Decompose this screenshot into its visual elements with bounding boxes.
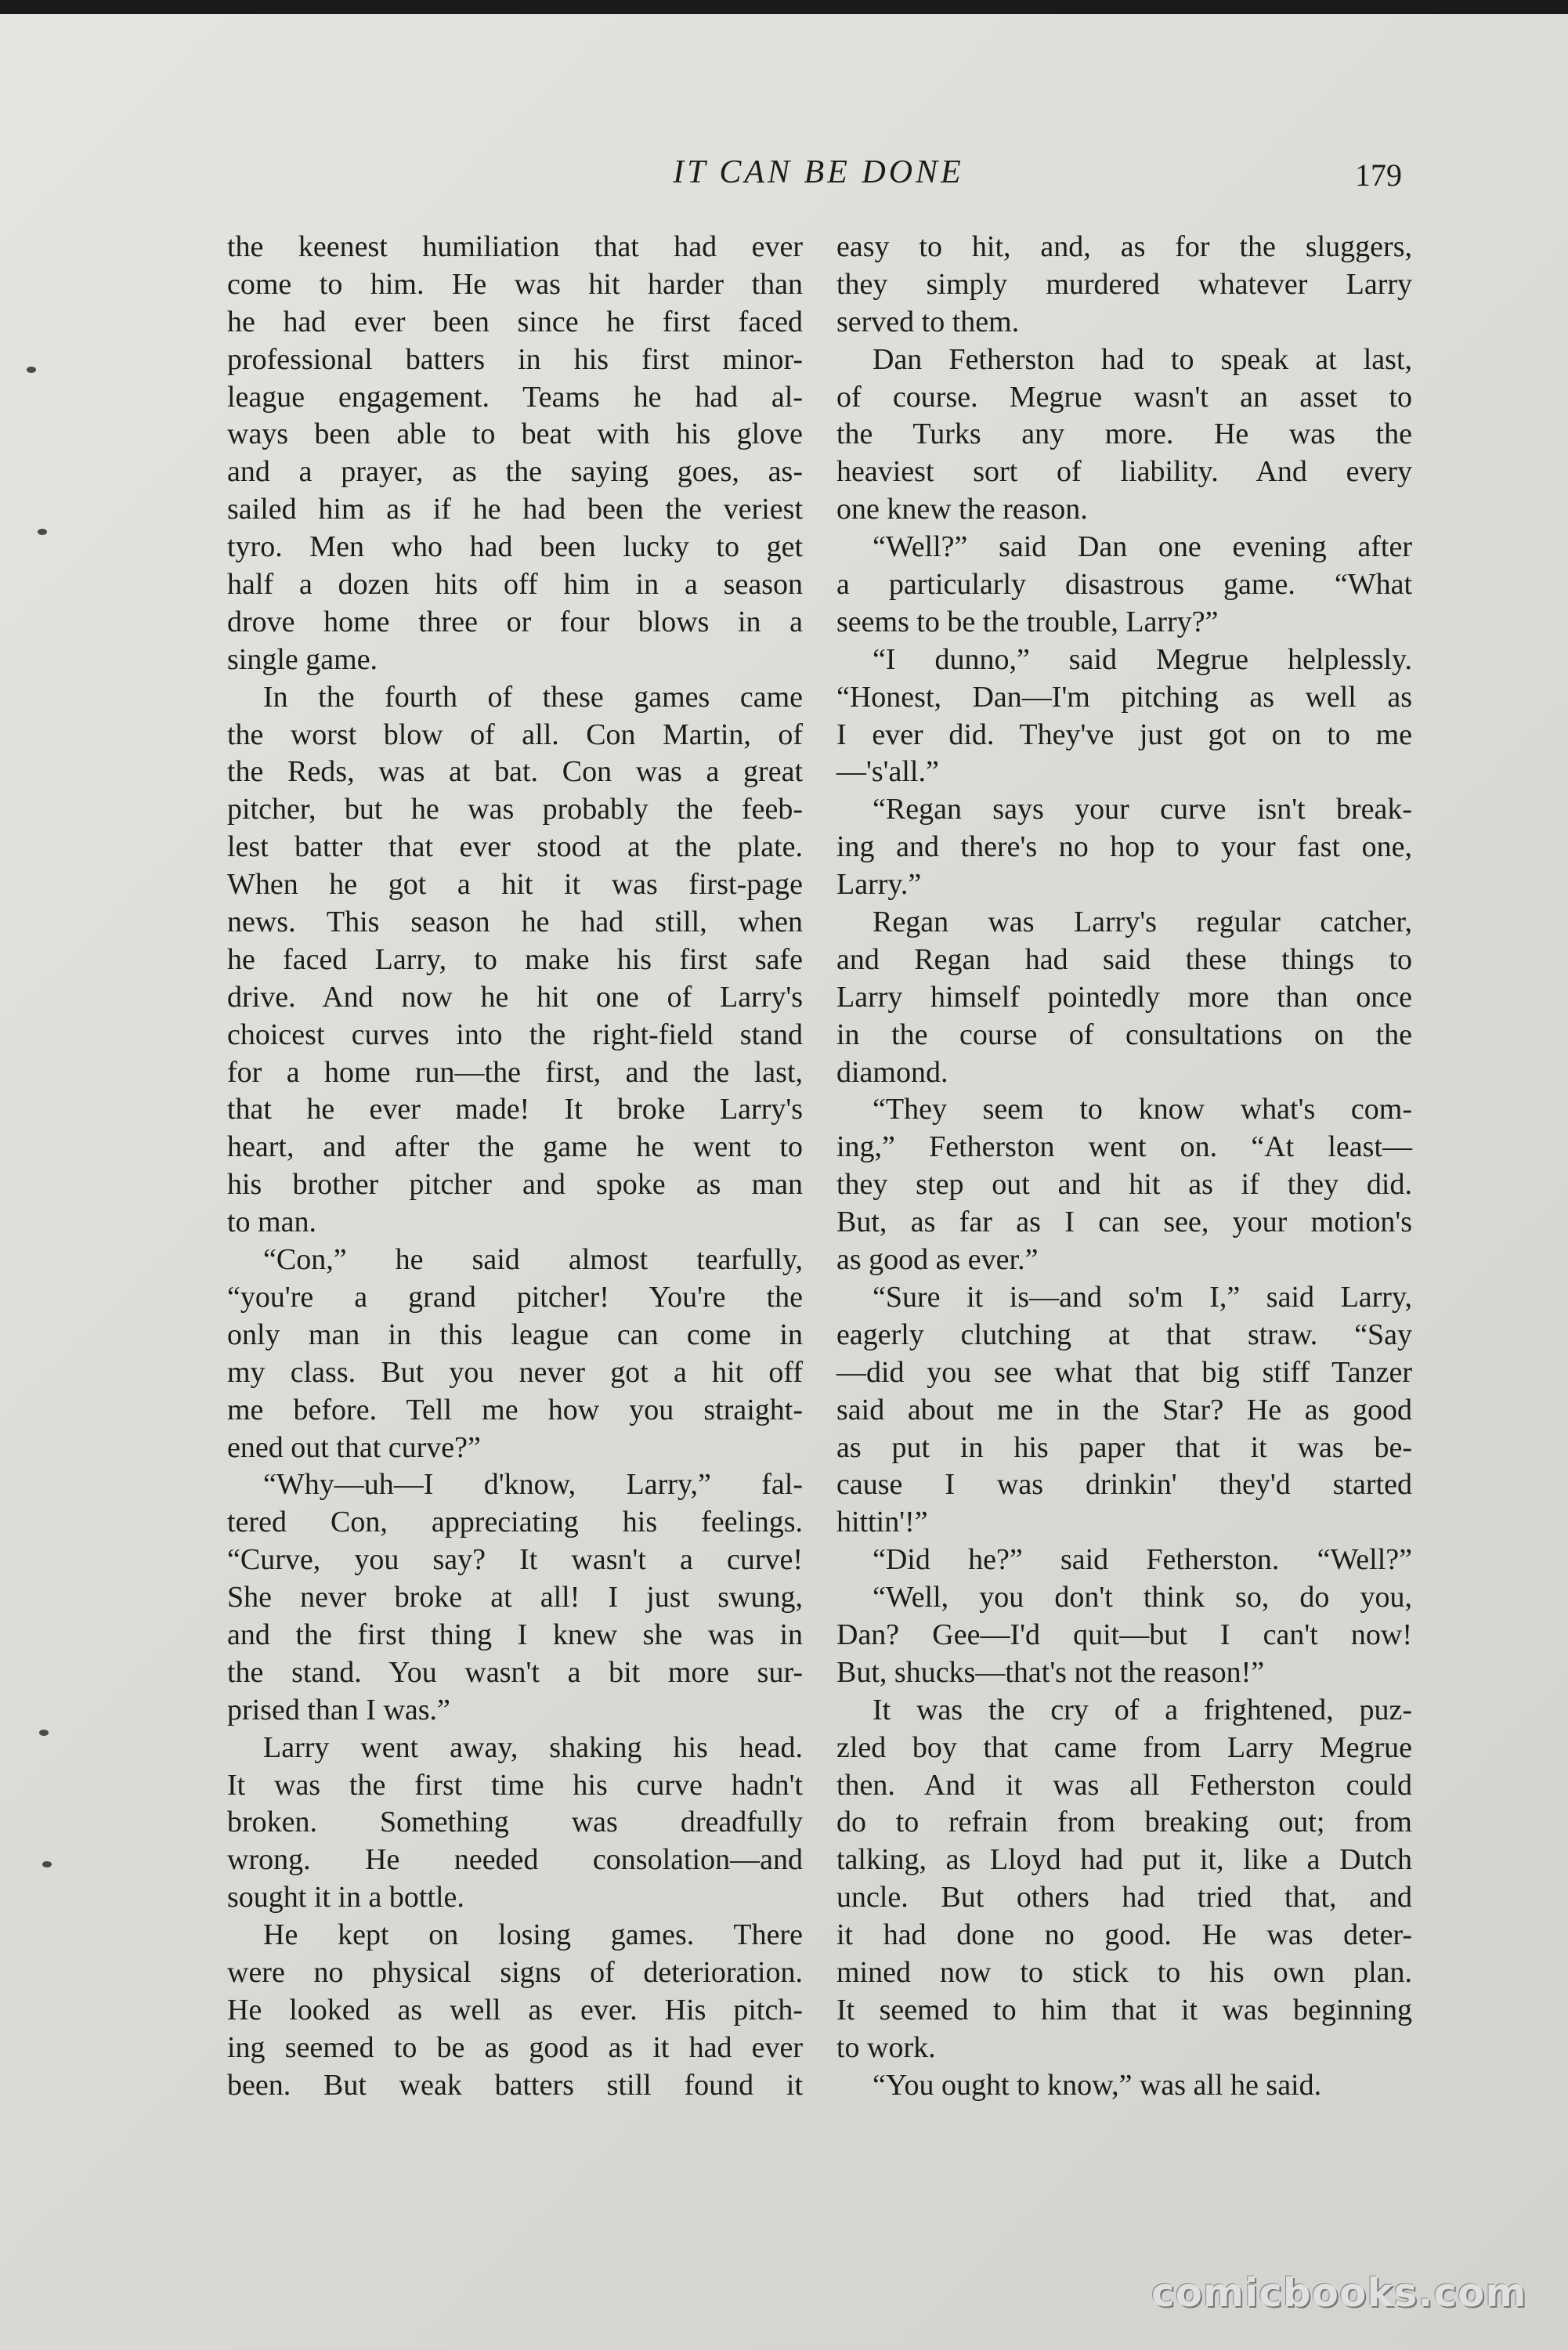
text-line: tered Con, appreciating his feelings. bbox=[227, 1506, 803, 1539]
text-line: ened out that curve?” bbox=[227, 1430, 481, 1464]
text-line: do to refrain from breaking out; from bbox=[836, 1806, 1412, 1839]
text-line: heart, and after the game he went to bbox=[227, 1130, 803, 1164]
text-line: She never broke at all! I just swung, bbox=[227, 1581, 803, 1614]
text-line: “Sure it is—and so'm I,” said Larry, bbox=[873, 1280, 1412, 1314]
text-line: It was the cry of a frightened, puz- bbox=[873, 1693, 1412, 1726]
text-line: —'s'all.” bbox=[836, 755, 939, 789]
text-line: as good as ever.” bbox=[836, 1243, 1039, 1277]
text-line: Larry.” bbox=[836, 868, 922, 902]
binding-hole-mark bbox=[38, 529, 47, 535]
text-line: “Con,” he said almost tearfully, bbox=[263, 1243, 803, 1277]
text-line: said about me in the Star? He as good bbox=[836, 1393, 1412, 1426]
text-line: talking, as Lloyd had put it, like a Dutch bbox=[836, 1843, 1412, 1877]
text-line: and Regan had said these things to bbox=[836, 942, 1412, 976]
text-line: they step out and hit as if they did. bbox=[836, 1168, 1412, 1202]
text-line: “Curve, you say? It wasn't a curve! bbox=[227, 1543, 803, 1577]
text-line: It seemed to him that it was beginning bbox=[836, 1993, 1412, 2026]
text-line: served to them. bbox=[836, 305, 1020, 338]
text-line: one knew the reason. bbox=[836, 493, 1088, 526]
text-line: —did you see what that big stiff Tanzer bbox=[836, 1355, 1412, 1389]
text-line: and a prayer, as the saying goes, as- bbox=[227, 455, 803, 489]
text-line: the Turks any more. He was the bbox=[836, 418, 1412, 451]
text-line: in the course of consultations on the bbox=[836, 1018, 1412, 1051]
text-line: “Honest, Dan—I'm pitching as well as bbox=[836, 680, 1412, 714]
text-line: to man. bbox=[227, 1206, 316, 1239]
text-line: Regan was Larry's regular catcher, bbox=[873, 906, 1412, 939]
text-line: “Why—uh—I d'know, Larry,” fal- bbox=[263, 1468, 803, 1502]
text-line: easy to hit, and, as for the sluggers, bbox=[836, 230, 1412, 263]
text-line: he faced Larry, to make his first safe bbox=[227, 942, 803, 976]
page-number: 179 bbox=[1355, 157, 1402, 193]
text-line: mined now to stick to his own plan. bbox=[836, 1955, 1412, 1989]
text-line: cause I was drinkin' they'd started bbox=[836, 1468, 1412, 1502]
text-line: But, shucks—that's not the reason!” bbox=[836, 1655, 1265, 1689]
text-line: tyro. Men who had been lucky to get bbox=[227, 530, 803, 564]
text-line: “you're a grand pitcher! You're the bbox=[227, 1280, 803, 1314]
text-line: choicest curves into the right-field stand bbox=[227, 1018, 803, 1051]
left-text-column bbox=[227, 229, 803, 2105]
text-line: sought it in a bottle. bbox=[227, 1881, 464, 1914]
text-line: heaviest sort of liability. And every bbox=[836, 455, 1412, 489]
text-line: eagerly clutching at that straw. “Say bbox=[836, 1318, 1412, 1351]
text-line: drove home three or four blows in a bbox=[227, 605, 803, 638]
text-line: the keenest humiliation that had ever bbox=[227, 230, 803, 263]
text-line: “They seem to know what's com- bbox=[873, 1093, 1412, 1126]
text-line: the Reds, was at bat. Con was a great bbox=[227, 755, 803, 789]
text-line: and the first thing I knew she was in bbox=[227, 1618, 803, 1651]
text-line: ing and there's no hop to your fast one, bbox=[836, 830, 1412, 864]
text-line: He looked as well as ever. His pitch- bbox=[227, 1993, 803, 2026]
binding-hole-mark bbox=[42, 1861, 52, 1867]
text-line: Larry went away, shaking his head. bbox=[263, 1730, 803, 1764]
text-line: pitcher, but he was probably the feeb- bbox=[227, 793, 803, 826]
text-line: me before. Tell me how you straight- bbox=[227, 1393, 803, 1426]
text-line: prised than I was.” bbox=[227, 1693, 450, 1726]
right-text-column bbox=[836, 229, 1412, 2105]
text-line: Dan Fetherston had to speak at last, bbox=[873, 342, 1412, 376]
text-line: “Regan says your curve isn't break- bbox=[873, 793, 1412, 826]
text-line: single game. bbox=[227, 642, 378, 676]
text-line: news. This season he had still, when bbox=[227, 906, 803, 939]
text-line: “Well?” said Dan one evening after bbox=[873, 530, 1412, 564]
text-line: Larry himself pointedly more than once bbox=[836, 980, 1412, 1014]
text-line: ing seemed to be as good as it had ever bbox=[227, 2030, 803, 2064]
text-line: he had ever been since he first faced bbox=[227, 305, 803, 338]
text-line: professional batters in his first minor- bbox=[227, 342, 803, 376]
running-title: IT CAN BE DONE bbox=[673, 154, 964, 190]
text-line: “You ought to know,” was all he said. bbox=[873, 2068, 1322, 2102]
text-line: “Well, you don't think so, do you, bbox=[873, 1581, 1412, 1614]
text-line: sailed him as if he had been the veriest bbox=[227, 493, 803, 526]
text-line: to work. bbox=[836, 2030, 936, 2064]
text-line: his brother pitcher and spoke as man bbox=[227, 1168, 803, 1202]
binding-hole-mark bbox=[39, 1730, 49, 1736]
text-line: He kept on losing games. There bbox=[263, 1918, 803, 1952]
text-line: for a home run—the first, and the last, bbox=[227, 1055, 803, 1089]
text-line: a particularly disastrous game. “What bbox=[836, 568, 1412, 602]
page-top-edge bbox=[0, 0, 1568, 14]
text-line: broken. Something was dreadfully bbox=[227, 1806, 803, 1839]
text-line: been. But weak batters still found it bbox=[227, 2068, 803, 2102]
text-line: “I dunno,” said Megrue helplessly. bbox=[873, 642, 1412, 676]
site-watermark: comicbooks.com bbox=[1151, 2270, 1527, 2316]
text-line: league engagement. Teams he had al- bbox=[227, 380, 803, 414]
text-line: hittin'!” bbox=[836, 1506, 928, 1539]
text-line: wrong. He needed consolation—and bbox=[227, 1843, 803, 1877]
text-line: diamond. bbox=[836, 1055, 948, 1089]
text-line: uncle. But others had tried that, and bbox=[836, 1881, 1412, 1914]
text-line: It was the first time his curve hadn't bbox=[227, 1768, 803, 1802]
text-line: zled boy that came from Larry Megrue bbox=[836, 1730, 1412, 1764]
text-line: then. And it was all Fetherston could bbox=[836, 1768, 1412, 1802]
text-line: When he got a hit it was first-page bbox=[227, 868, 803, 902]
text-line: drive. And now he hit one of Larry's bbox=[227, 980, 803, 1014]
text-line: Dan? Gee—I'd quit—but I can't now! bbox=[836, 1618, 1412, 1651]
text-line: “Did he?” said Fetherston. “Well?” bbox=[873, 1543, 1412, 1577]
text-line: come to him. He was hit harder than bbox=[227, 267, 803, 301]
binding-hole-mark bbox=[27, 367, 36, 373]
text-line: In the fourth of these games came bbox=[263, 680, 803, 714]
text-line: seems to be the trouble, Larry?” bbox=[836, 605, 1219, 638]
text-line: half a dozen hits off him in a season bbox=[227, 568, 803, 602]
text-line: I ever did. They've just got on to me bbox=[836, 718, 1412, 751]
text-line: they simply murdered whatever Larry bbox=[836, 267, 1412, 301]
text-line: ways been able to beat with his glove bbox=[227, 418, 803, 451]
text-line: it had done no good. He was deter- bbox=[836, 1918, 1412, 1952]
text-line: the stand. You wasn't a bit more sur- bbox=[227, 1655, 803, 1689]
text-line: ing,” Fetherston went on. “At least— bbox=[836, 1130, 1412, 1164]
running-header bbox=[0, 154, 1568, 201]
text-line: as put in his paper that it was be- bbox=[836, 1430, 1412, 1464]
text-line: that he ever made! It broke Larry's bbox=[227, 1093, 803, 1126]
text-line: only man in this league can come in bbox=[227, 1318, 803, 1351]
text-line: were no physical signs of deterioration. bbox=[227, 1955, 803, 1989]
text-line: my class. But you never got a hit off bbox=[227, 1355, 803, 1389]
text-line: of course. Megrue wasn't an asset to bbox=[836, 380, 1412, 414]
text-line: But, as far as I can see, your motion's bbox=[836, 1206, 1412, 1239]
text-line: the worst blow of all. Con Martin, of bbox=[227, 718, 803, 751]
text-line: lest batter that ever stood at the plate. bbox=[227, 830, 803, 864]
